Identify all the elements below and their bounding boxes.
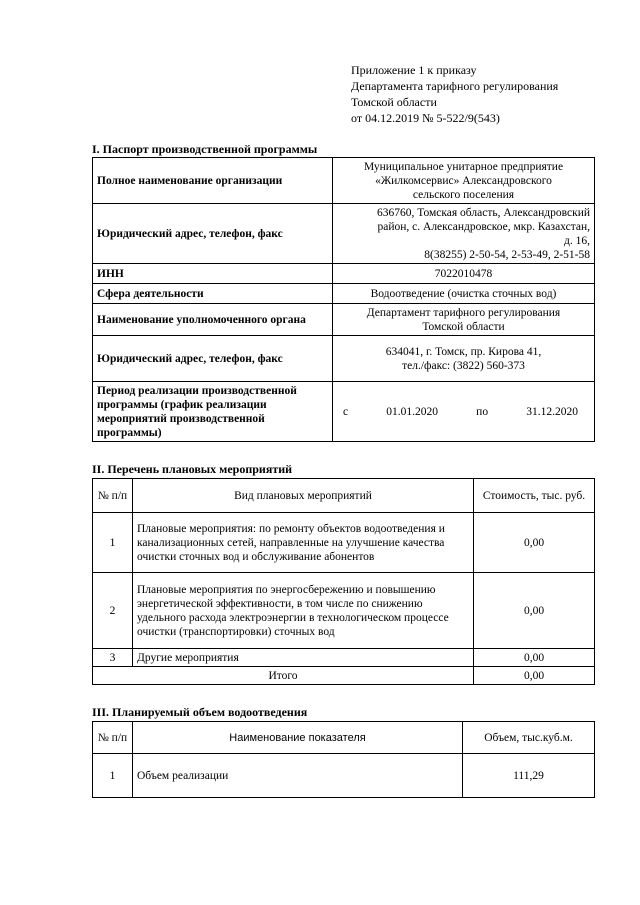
period-from-word: с <box>343 405 349 418</box>
row-label: Юридический адрес, телефон, факс <box>93 204 333 264</box>
row-value: 111,29 <box>463 754 595 798</box>
table-header-row <box>93 722 595 754</box>
header-value: Объем, тыс.куб.м. <box>463 722 595 754</box>
row-name: Другие мероприятия <box>133 649 474 667</box>
header-num: № п/п <box>93 722 133 754</box>
header-num: № п/п <box>93 479 133 513</box>
section2-title: II. Перечень плановых мероприятий <box>92 462 293 476</box>
table-row <box>93 336 595 382</box>
row-name: Объем реализации <box>133 754 463 798</box>
row-cost: 0,00 <box>474 513 595 573</box>
period-value <box>333 382 595 442</box>
header-line-department: Департамента тарифного регулирования <box>351 79 559 93</box>
row-cost: 0,00 <box>474 573 595 649</box>
activities-table <box>92 478 595 685</box>
row-cost: 0,00 <box>474 649 595 667</box>
header-line-order-date: от 04.12.2019 № 5-522/9(543) <box>351 111 500 125</box>
value-line: 8(38255) 2-50-54, 2-53-49, 2-51-58 <box>424 248 590 261</box>
value-line: Муниципальное унитарное предприятие <box>363 160 564 173</box>
header-cost: Стоимость, тыс. руб. <box>474 479 595 513</box>
row-value: 7022010478 <box>333 264 595 284</box>
value-line: сельского поселения <box>412 188 515 201</box>
row-num: 1 <box>93 754 133 798</box>
table-header-row <box>93 479 595 513</box>
table-row <box>93 304 595 336</box>
header-name: Наименование показателя <box>133 722 463 754</box>
value-line: д. 16, <box>564 234 590 247</box>
table-row <box>93 204 595 264</box>
row-label: Сфера деятельности <box>93 284 333 304</box>
row-label: Наименование уполномоченного органа <box>93 304 333 336</box>
table-total-row <box>93 667 595 685</box>
row-value <box>333 336 595 382</box>
row-label: Юридический адрес, телефон, факс <box>93 336 333 382</box>
row-label: Полное наименование организации <box>93 158 333 204</box>
total-cost: 0,00 <box>474 667 595 685</box>
row-value <box>333 204 595 264</box>
row-value <box>333 158 595 204</box>
row-label: ИНН <box>93 264 333 284</box>
value-line: 636760, Томская область, Александровский <box>377 206 590 219</box>
header-line-region: Томской области <box>351 95 437 109</box>
total-label: Итого <box>93 667 474 685</box>
row-name: Плановые мероприятия по энергосбережению и повышению энергетической эффективности, в том числе по снижению удельного расхода электроэнергии в технологическом процессе очистки (транспортировки) сточных вод <box>133 573 474 649</box>
period-to-date: 31.12.2020 <box>526 405 578 418</box>
document-header <box>351 62 631 126</box>
value-line: тел./факс: (3822) 560-373 <box>402 359 525 372</box>
period-from-date: 01.01.2020 <box>386 405 439 418</box>
row-num: 3 <box>93 649 133 667</box>
table-row <box>93 649 595 667</box>
passport-table <box>92 157 595 442</box>
value-line: Томской области <box>422 320 505 333</box>
row-num: 1 <box>93 513 133 573</box>
period-to-word: по <box>476 405 489 418</box>
value-line: район, с. Александровское, мкр. Казахстан, <box>377 220 590 233</box>
row-value: Водоотведение (очистка сточных вод) <box>333 284 595 304</box>
section3-title: III. Планируемый объем водоотведения <box>92 705 308 719</box>
value-line: «Жилкомсервис» Александровского <box>375 174 552 187</box>
header-line-appendix: Приложение 1 к приказу <box>351 63 477 77</box>
table-row <box>93 284 595 304</box>
row-value <box>333 304 595 336</box>
table-row <box>93 264 595 284</box>
row-name: Плановые мероприятия: по ремонту объектов водоотведения и канализационных сетей, направленные на улучшение качества очистки сточных вод и обслуживание абонентов <box>133 513 474 573</box>
volume-table <box>92 721 595 798</box>
table-row <box>93 158 595 204</box>
table-row <box>93 754 595 798</box>
section1-title: I. Паспорт производственной программы <box>92 142 318 156</box>
table-row <box>93 513 595 573</box>
table-row <box>93 382 595 442</box>
value-line: Департамент тарифного регулирования <box>366 306 561 319</box>
row-num: 2 <box>93 573 133 649</box>
value-line: 634041, г. Томск, пр. Кирова 41, <box>385 345 542 358</box>
table-row <box>93 573 595 649</box>
header-name: Вид плановых мероприятий <box>133 479 474 513</box>
period-label: Период реализации производственной программы (график реализации мероприятий производственной программы) <box>93 382 333 442</box>
